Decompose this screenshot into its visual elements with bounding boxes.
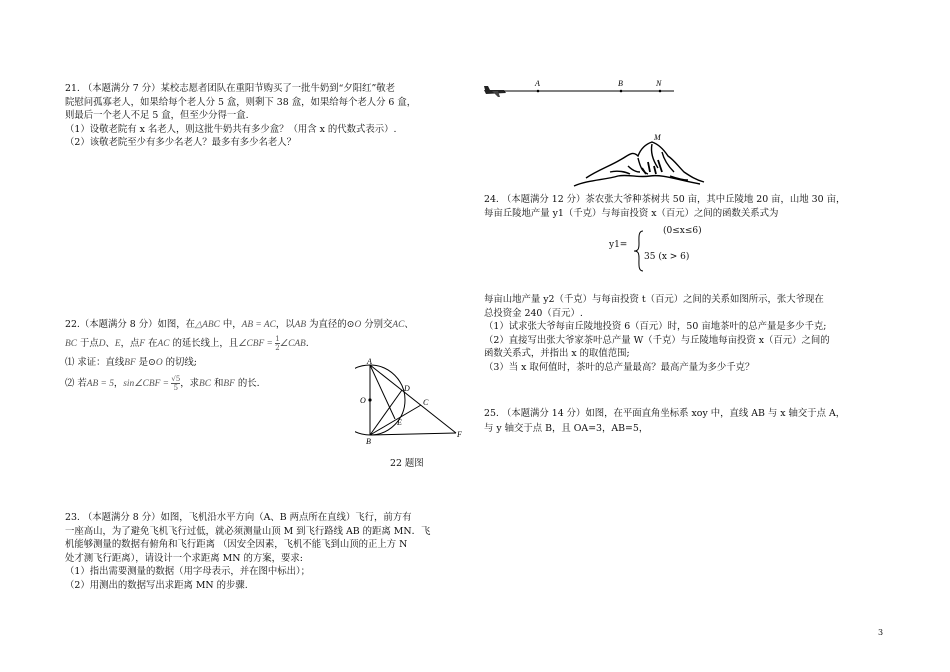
q23-line: 23. （本题满分 8 分）如图，飞机沿水平方向（A、B 两点所在直线）飞行，前方有 (65, 512, 412, 523)
q21-line: 院慰问孤寡老人，如果给每个老人分 5 盒，则剩下 38 盒，如果给每个老人分 6 盒， (65, 96, 417, 108)
point-b (620, 90, 623, 93)
segment-ae (370, 365, 395, 419)
q24-line: 24. （本题满分 12 分）茶农张大爷种茶树共 50 亩，其中丘陵地 20 亩，山地 30 亩， (484, 194, 846, 205)
piece-label: y1= (609, 240, 628, 250)
q24-line: （2）直接写出张大爷家茶叶总产量 W（千克）与丘陵地每亩投资 x（百元）之间的 (484, 334, 830, 346)
figure-caption: 22 题图 (390, 458, 424, 469)
q24-line: （3）当 x 取何值时，茶叶的总产量最高？最高产量为多少千克？ (484, 361, 755, 373)
q21-line: （1）设敬老院有 x 名老人，则这批牛奶共有多少盒？（用含 x 的代数式表示）. (65, 123, 397, 135)
label-b: B (618, 79, 623, 88)
q23-line: （2）用测出的数据写出求距离 MN 的步骤. (65, 579, 248, 591)
q22-part2: ⑵ 若AB = 5，sin∠CBF = $\frac{√5}{5}$ ，求BC 和BF 的长. (65, 375, 260, 392)
mountain-shading (642, 160, 662, 174)
q24-line: （1）试求张大爷每亩丘陵地投资 6（百元）时，50 亩地茶叶的总产量是多少千克; (484, 321, 827, 333)
segment-af (370, 365, 456, 433)
label-a: A (367, 358, 372, 366)
piece-2: 35 (x > 6) (644, 252, 690, 262)
label-n: N (656, 79, 662, 88)
q22-part1: ⑴ 求证：直线BF 是⊙O 的切线; (65, 357, 197, 368)
q22-figure (355, 358, 475, 446)
q23-line: （1）指出需要测量的数据（用字母表示，并在图中标出）； (65, 566, 311, 578)
q21-line: 则最后一个老人不足 5 盒，但至少分得一盒. (65, 110, 249, 122)
fraction-sqrt5-5: $\frac{√5}{5}$ (171, 375, 181, 392)
center-o-dot (368, 398, 371, 401)
question-24 (484, 193, 845, 220)
point-a (537, 90, 540, 93)
label-m: M (654, 133, 661, 142)
label-o: O (360, 396, 366, 405)
label-b: B (366, 437, 371, 446)
q24-line: 每亩丘陵地产量 y1（千克）与每亩投资 x（百元）之间的函数关系式为 (484, 207, 779, 219)
q22-line1: 22.（本题满分 8 分）如图，在△ABC 中，AB = AC，以AB 为直径的⊙O 分别交AC、 (65, 319, 414, 330)
q23-line: 机能够测量的数据有俯角和飞行距离 （因安全因素，飞机不能飞到山顶的正上方 N (65, 539, 408, 551)
piece-1: (0≤x≤6) (663, 226, 702, 236)
question-25 (484, 406, 845, 436)
q25-line: 25. （本题满分 14 分）如图，在平面直角坐标系 xoy 中，直线 AB 与 x 轴交于点 A， (484, 408, 846, 419)
q23-line: 处才测飞行距离），请设计一个求距离 MN 的方案，要求: (65, 552, 303, 564)
point-n (659, 90, 662, 93)
label-d: D (404, 384, 410, 393)
label-c: C (423, 398, 429, 407)
label-a: A (535, 79, 540, 88)
mountain-figure (478, 76, 708, 194)
question-24-cont (484, 293, 830, 375)
segment-bd (370, 390, 402, 435)
airplane-icon (484, 86, 506, 97)
question-23 (65, 511, 430, 593)
q21-line: 21. （本题满分 7 分）某校志愿者团队在重阳节购买了一批牛奶到“夕阳红”敬老 (65, 83, 396, 94)
q23-line: 一座高山，为了避免飞机飞行过低，就必须测量山顶 M 到飞行路线 AB 的距离 MN．飞 (65, 525, 431, 537)
question-21 (65, 82, 416, 150)
fraction-half: $\frac{1}{2}$ (275, 335, 280, 352)
label-f: F (457, 430, 462, 439)
q22-line2: BC 于点D、E，点F 在AC 的延长线上，且∠CBF = $\frac{1}{2}$ ∠CAB. (65, 335, 309, 352)
q21-line: （2）该敬老院至少有多少名老人？最多有多少名老人？ (65, 137, 296, 149)
q24-line: 函数关系式，并指出 x 的取值范围; (484, 348, 630, 360)
mountain-icon (574, 142, 704, 186)
q25-line: 与 y 轴交于点 B，且 OA=3，AB=5， (484, 423, 649, 434)
label-e: E (397, 418, 402, 427)
page-number: 3 (878, 628, 884, 637)
q24-line: 总投资金 240（百元）. (484, 307, 583, 319)
segment-bc (370, 405, 421, 435)
segment-bf (370, 433, 456, 435)
q24-line: 每亩山地产量 y2（千克）与每亩投资 t（百元）之间的关系如图所示，张大爷现在 (484, 294, 824, 305)
